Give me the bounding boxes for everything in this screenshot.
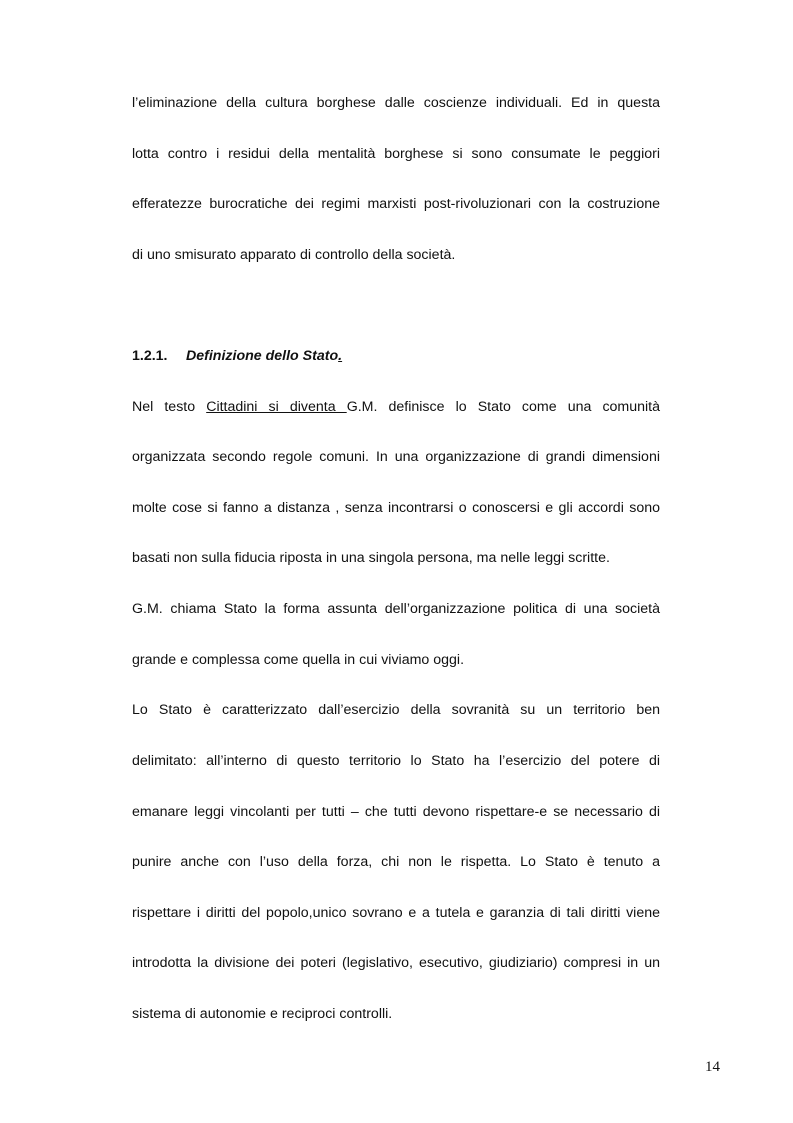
text-run: Nel testo <box>132 399 207 415</box>
paragraph-line: Lo Stato è caratterizzato dall’esercizio della sovranità su un territorio ben <box>132 702 660 718</box>
paragraph-line: sistema di autonomie e reciproci controlli. <box>132 1006 393 1022</box>
paragraph-line: basati non sulla fiducia riposta in una singola persona, ma nelle leggi scritte. <box>132 550 610 566</box>
paragraph-line: efferatezze burocratiche dei regimi marxisti post-rivoluzionari con la costruzione <box>132 196 660 212</box>
paragraph-line: delimitato: all’interno di questo territorio lo Stato ha l’esercizio del potere di <box>132 753 660 769</box>
page-number: 14 <box>705 1059 720 1075</box>
paragraph-line: lotta contro i residui della mentalità borghese si sono consumate le peggiori <box>132 146 660 162</box>
section-heading <box>132 347 342 365</box>
paragraph-line: introdotta la divisione dei poteri (legislativo, esecutivo, giudiziario) compresi in un <box>132 955 660 971</box>
paragraph-line <box>132 398 660 416</box>
paragraph-line: l’eliminazione della cultura borghese dalle coscienze individuali. Ed in questa <box>132 95 660 111</box>
section-title-end: . <box>338 348 343 364</box>
section-title: Definizione dello Stato <box>186 348 339 364</box>
section-number: 1.2.1. <box>132 348 168 364</box>
paragraph-line: punire anche con l’uso della forza, chi non le rispetta. Lo Stato è tenuto a <box>132 854 660 870</box>
paragraph-line: emanare leggi vincolanti per tutti – che tutti devono rispettare-e se necessario di <box>132 804 660 820</box>
text-run: G.M. definisce lo Stato come una comunità <box>346 399 661 415</box>
book-title: Cittadini si diventa <box>206 399 347 415</box>
paragraph-line: G.M. chiama Stato la forma assunta dell’organizzazione politica di una società <box>132 601 660 617</box>
paragraph-line: rispettare i diritti del popolo,unico sovrano e a tutela e garanzia di tali diritti viene <box>132 905 660 921</box>
paragraph-line: di uno smisurato apparato di controllo della società. <box>132 247 456 263</box>
paragraph-line: molte cose si fanno a distanza , senza incontrarsi o conoscersi e gli accordi sono <box>132 500 660 516</box>
paragraph-line: organizzata secondo regole comuni. In una organizzazione di grandi dimensioni <box>132 449 660 465</box>
paragraph-line: grande e complessa come quella in cui viviamo oggi. <box>132 652 465 668</box>
